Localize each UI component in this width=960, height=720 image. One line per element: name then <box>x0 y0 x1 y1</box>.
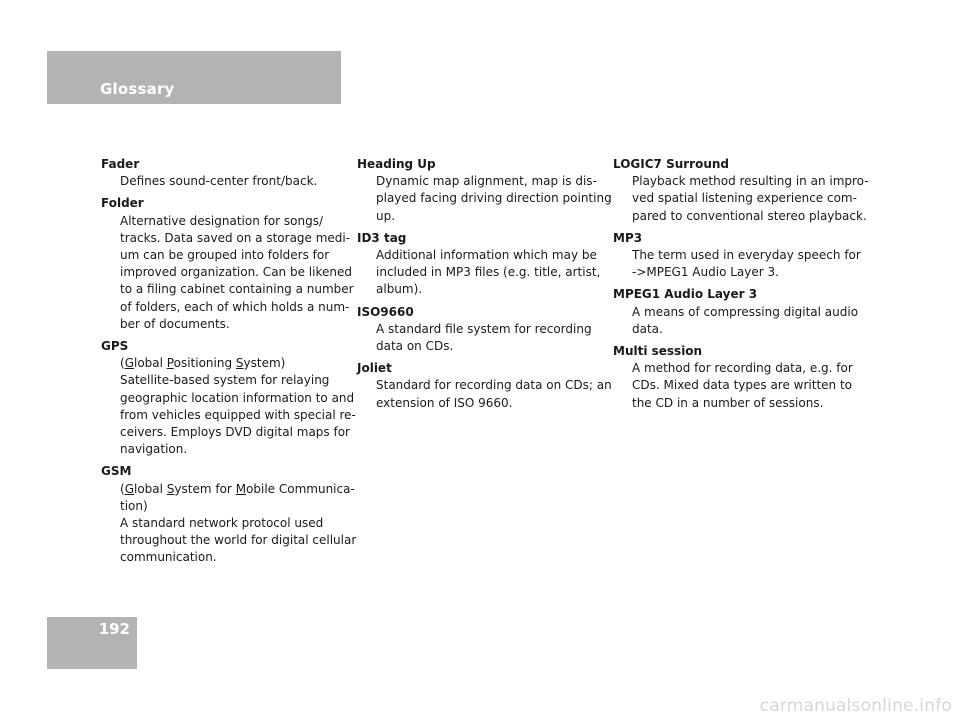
glossary-entry-multi-session <box>613 343 863 412</box>
definition-line: ber of documents. <box>120 316 230 331</box>
page-number: 192 <box>98 620 130 638</box>
definition-line: A standard file system for recording <box>376 321 592 336</box>
definition-line: Additional information which may be <box>376 248 597 263</box>
definition-line: tracks. Data saved on a storage medi- <box>120 230 351 245</box>
definition-line: included in MP3 files (e.g. title, artist, <box>376 265 601 280</box>
glossary-entry-joliet <box>357 360 612 412</box>
glossary-term: ISO9660 <box>357 304 414 319</box>
header-band <box>47 51 341 104</box>
glossary-entry-logic7-surround <box>613 156 869 225</box>
definition-line: ceivers. Employs DVD digital maps for <box>120 425 350 440</box>
definition-line: throughout the world for digital cellular <box>120 533 357 548</box>
definition-line: data. <box>632 321 663 336</box>
definition-line: ->MPEG1 Audio Layer 3. <box>632 265 779 280</box>
definition-line: extension of ISO 9660. <box>376 395 513 410</box>
glossary-entry-gps <box>101 338 356 458</box>
glossary-term: GSM <box>101 464 132 479</box>
glossary-entry-id3-tag <box>357 230 607 299</box>
definition-line: um can be grouped into folders for <box>120 248 330 263</box>
definition-line: (Global System for Mobile Communica- <box>120 481 355 496</box>
definition-line: Dynamic map alignment, map is dis- <box>376 174 597 189</box>
definition-line: A method for recording data, e.g. for <box>632 361 853 376</box>
definition-line: geographic location information to and <box>120 390 355 405</box>
definition-line: improved organization. Can be likened <box>120 265 352 280</box>
glossary-term: MPEG1 Audio Layer 3 <box>613 287 758 302</box>
glossary-term: LOGIC7 Surround <box>613 157 730 171</box>
glossary-column-3 <box>613 156 869 417</box>
watermark: carmanualsonline.info <box>759 696 952 716</box>
page-number-tab <box>47 617 137 669</box>
definition-line: Playback method resulting in an impro- <box>632 174 869 189</box>
definition-line: data on CDs. <box>376 339 454 354</box>
definition-line: from vehicles equipped with special re- <box>120 407 356 422</box>
definition-line: ved spatial listening experience com- <box>632 191 857 206</box>
definition-line: (Global Positioning System) <box>120 356 286 371</box>
glossary-term: Multi session <box>613 344 703 359</box>
glossary-term: Fader <box>101 157 140 171</box>
glossary-term: MP3 <box>613 230 643 245</box>
definition-line: Alternative designation for songs/ <box>120 213 324 228</box>
definition-line: up. <box>376 208 396 223</box>
definition-line: Defines sound-center front/back. <box>120 174 318 189</box>
definition-line: the CD in a number of sessions. <box>632 395 824 410</box>
definition-line: A standard network protocol used <box>120 516 324 531</box>
definition-line: CDs. Mixed data types are written to <box>632 378 853 393</box>
glossary-entry-folder <box>101 195 354 333</box>
definition-line: navigation. <box>120 442 188 457</box>
glossary-entry-heading-up <box>357 156 612 225</box>
glossary-column-1 <box>101 156 357 572</box>
definition-line: The term used in everyday speech for <box>632 248 861 263</box>
definition-line: pared to conventional stereo playback. <box>632 208 867 223</box>
definition-line: A means of compressing digital audio <box>632 304 859 319</box>
definition-line: tion) <box>120 498 148 513</box>
definition-line: of folders, each of which holds a num- <box>120 299 350 314</box>
glossary-term: Heading Up <box>357 157 436 171</box>
glossary-entry-mpeg1-audio-layer-3 <box>613 286 863 338</box>
definition-line: album). <box>376 282 423 297</box>
glossary-entry-fader <box>101 156 351 190</box>
glossary-column-2 <box>357 156 612 417</box>
glossary-term: Joliet <box>357 361 392 376</box>
definition-line: to a filing cabinet containing a number <box>120 282 354 297</box>
glossary-entry-mp3 <box>613 230 863 282</box>
definition-line: Standard for recording data on CDs; an <box>376 378 612 393</box>
definition-line: Satellite-based system for relaying <box>120 373 330 388</box>
section-title: Glossary <box>100 80 175 98</box>
definition-line: played facing driving direction pointing <box>376 191 612 206</box>
glossary-entry-iso9660 <box>357 304 607 356</box>
definition-line: communication. <box>120 550 217 565</box>
glossary-term: Folder <box>101 196 144 211</box>
glossary-term: ID3 tag <box>357 230 407 245</box>
glossary-entry-gsm <box>101 463 357 566</box>
glossary-term: GPS <box>101 339 129 354</box>
